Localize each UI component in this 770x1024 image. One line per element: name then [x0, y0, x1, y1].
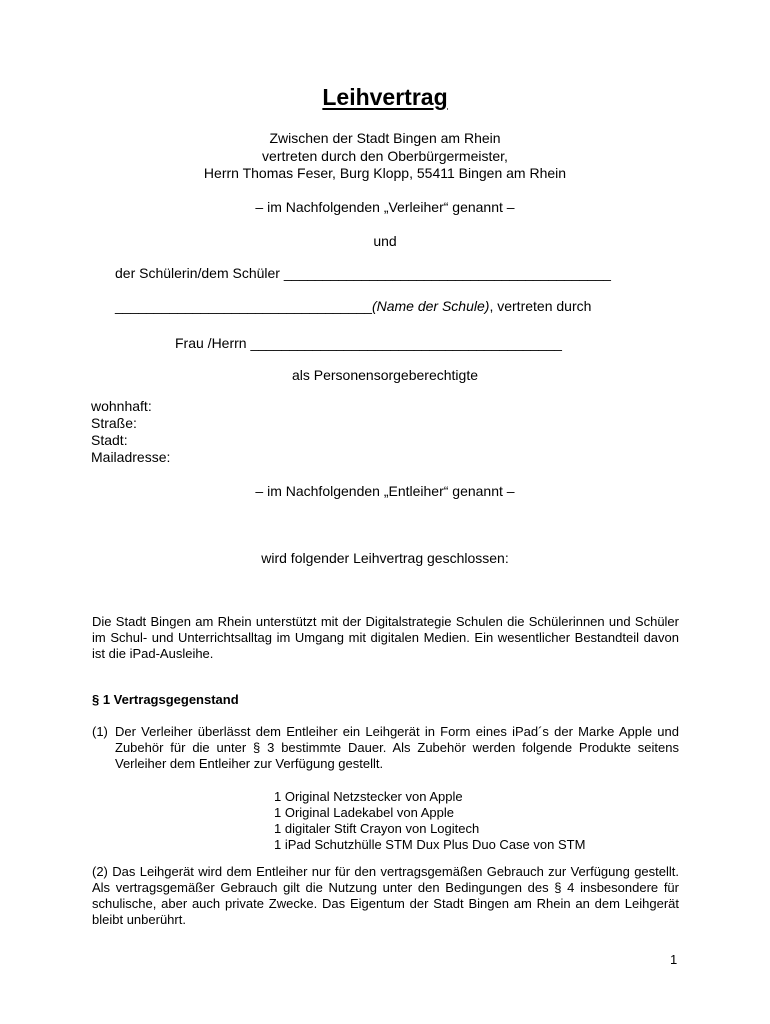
student-name-blank: __________________________________________	[283, 265, 611, 281]
address-wohnhaft: wohnhaft:	[91, 398, 152, 414]
guardian-role: als Personensorgeberechtigte	[291, 367, 478, 383]
section-1-p1-number: (1)	[92, 724, 108, 739]
school-name-blank: _________________________________	[115, 298, 372, 314]
und-text: und	[373, 233, 397, 249]
address-mail: Mailadresse:	[91, 449, 171, 465]
intro-line-2: vertreten durch den Oberbürgermeister,	[262, 148, 508, 164]
guardian-line	[175, 335, 562, 352]
school-label: (Name der Schule)	[371, 298, 490, 314]
intro-line-3: Herrn Thomas Feser, Burg Klopp, 55411 Bingen am Rhein	[203, 165, 567, 181]
school-line	[115, 298, 591, 315]
student-label: der Schülerin/dem Schüler	[115, 265, 280, 281]
section-1-heading: § 1 Vertragsgegenstand	[92, 692, 239, 707]
intro-line-1: Zwischen der Stadt Bingen am Rhein	[269, 130, 501, 146]
accessory-list	[274, 789, 585, 853]
guardian-label: Frau /Herrn	[175, 335, 247, 351]
address-block	[91, 398, 170, 466]
represented-by: , vertreten durch	[489, 298, 592, 314]
document-title: Leihvertrag	[322, 84, 448, 110]
section-1-p1-text: Der Verleiher überlässt dem Entleiher ein Leihgerät in Form eines iPad´s der Marke Apple und Zubehör für die unter § 3 bestimmte Dauer. Als Zubehör werden folgende Produkte seitens Verleiher dem Entleiher zur Verfügung gestellt.	[115, 724, 679, 771]
list-item: 1 digitaler Stift Crayon von Logitech	[274, 821, 480, 836]
page-number: 1	[670, 952, 678, 967]
guardian-name-blank: ________________________________________	[250, 335, 562, 351]
list-item: 1 Original Ladekabel von Apple	[274, 805, 454, 820]
section-1-p2-text: (2) Das Leihgerät wird dem Entleiher nur für den vertragsgemäßen Gebrauch zur Verfügung gestellt. Als vertragsgemäßer Gebrauch gilt die Nutzung unter den Bedingungen des § 4 insbesondere für schulische, aber auch private Zwecke. Das Eigentum der Stadt Bingen am Rhein an dem Leihgerät bleibt unberührt.	[92, 864, 679, 927]
verleiher-note: – im Nachfolgenden „Verleiher“ genannt –	[255, 199, 515, 215]
list-item: 1 iPad Schutzhülle STM Dux Plus Duo Case von STM	[274, 837, 586, 852]
list-item: 1 Original Netzstecker von Apple	[274, 789, 463, 804]
entleiher-note: – im Nachfolgenden „Entleiher“ genannt –	[255, 483, 515, 499]
address-stadt: Stadt:	[91, 432, 128, 448]
preamble-paragraph: Die Stadt Bingen am Rhein unterstützt mit der Digitalstrategie Schulen die Schülerinnen und Schüler im Schul- und Unterrichtsalltag im Umgang mit digitalen Medien. Ein wesentlicher Bestandteil davon ist die iPad-Ausleihe.	[92, 614, 679, 661]
address-strasse: Straße:	[91, 415, 137, 431]
conclusion-text: wird folgender Leihvertrag geschlossen:	[261, 550, 509, 566]
student-line	[115, 265, 611, 282]
